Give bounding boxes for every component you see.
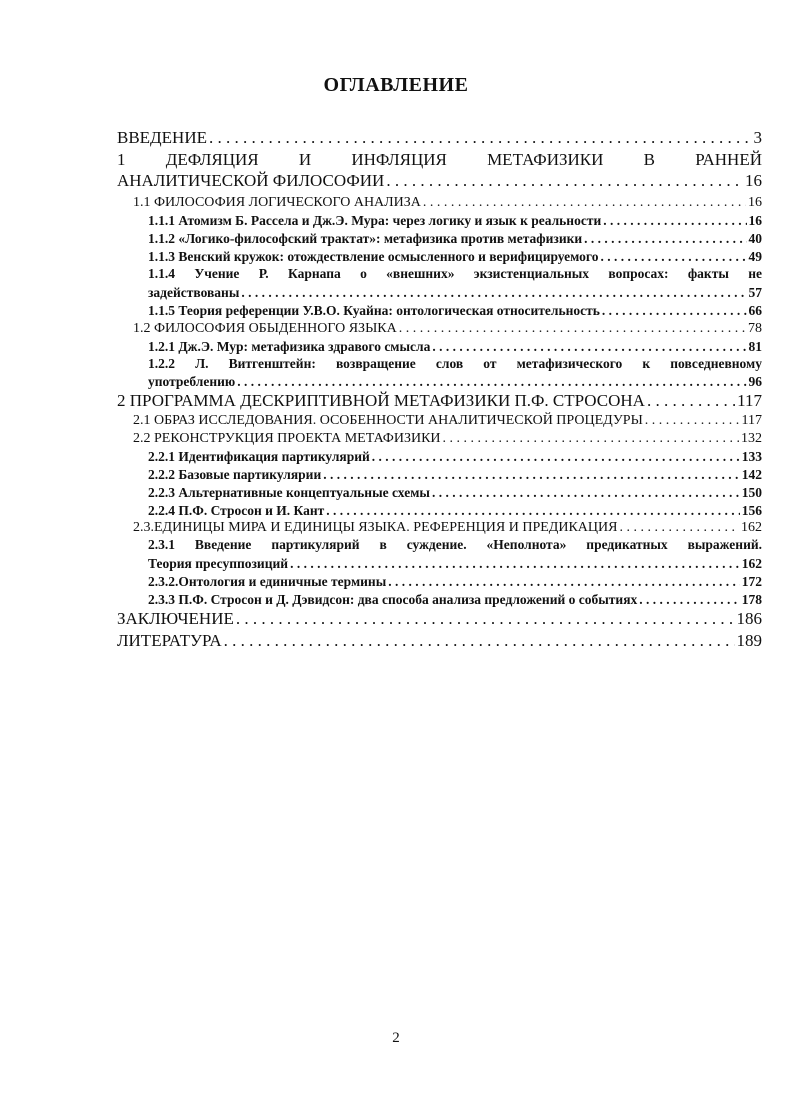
toc-entry-text: 2.2.3 Альтернативные концептуальные схемы xyxy=(148,485,430,500)
toc-entry-2-3-1 xyxy=(148,555,762,572)
toc-entry-text: 2.3.3 П.Ф. Стросон и Д. Дэвидсон: два способа анализа предложений о событиях xyxy=(148,592,638,607)
dot-leader xyxy=(224,631,735,651)
toc-page-number: 133 xyxy=(741,449,762,464)
dot-leader xyxy=(603,213,746,229)
dot-leader xyxy=(399,321,746,337)
toc-entry-text: 1.2.1 Дж.Э. Мур: метафизика здравого смысла xyxy=(148,339,431,354)
toc-entry-text: 1.1.5 Теория референции У.В.О. Куайна: онтологическая относительность xyxy=(148,303,600,318)
page-number: 2 xyxy=(392,1030,400,1046)
toc-page-number: 78 xyxy=(748,321,762,336)
toc-entry-text: 2 ПРОГРАММА ДЕСКРИПТИВНОЙ МЕТАФИЗИКИ П.Ф. СТРОСОНА xyxy=(117,391,645,410)
toc-entry-2-2-1 xyxy=(148,448,762,465)
toc-entry-2-2-2 xyxy=(148,466,762,483)
toc-entry-intro xyxy=(117,128,762,148)
toc-page-number: 156 xyxy=(741,503,762,518)
dot-leader xyxy=(209,128,752,148)
toc-page-number: 172 xyxy=(741,574,762,589)
toc-page-number: 162 xyxy=(741,556,762,571)
toc-page-number: 150 xyxy=(741,485,762,500)
dot-leader xyxy=(372,449,740,465)
dot-leader xyxy=(290,556,740,572)
toc-entry-1-2-1 xyxy=(148,338,762,355)
toc-entry-text: задействованы xyxy=(148,285,240,300)
page-title: ОГЛАВЛЕНИЕ xyxy=(323,74,469,96)
dot-leader xyxy=(423,195,746,211)
toc-entry-literature xyxy=(117,631,762,651)
toc-entry-ch2 xyxy=(117,391,762,411)
toc-entry-2-2 xyxy=(133,430,762,447)
toc-page-number: 96 xyxy=(748,374,762,389)
toc-page-number: 186 xyxy=(736,609,762,628)
toc-entry-text: 1.1 ФИЛОСОФИЯ ЛОГИЧЕСКОГО АНАЛИЗА xyxy=(133,195,421,210)
toc-page-number: 49 xyxy=(748,249,762,264)
toc-page-number: 132 xyxy=(741,431,762,446)
toc-entry-text: 2.1 ОБРАЗ ИССЛЕДОВАНИЯ. ОСОБЕННОСТИ АНАЛИТИЧЕСКОЙ ПРОЦЕДУРЫ xyxy=(133,413,643,428)
dot-leader xyxy=(323,467,740,483)
toc-entry-2-3 xyxy=(133,519,762,536)
toc-entry-1-1 xyxy=(133,194,762,211)
toc-entry-1-1-5 xyxy=(148,302,762,319)
toc-entry-text: Теория пресуппозиций xyxy=(148,556,289,571)
toc-page-number: 162 xyxy=(741,520,762,535)
dot-leader xyxy=(443,431,739,447)
toc-entry-2-3-2 xyxy=(148,573,762,590)
toc-entry-1-1-1 xyxy=(148,212,762,229)
toc-entry-1-1-4 xyxy=(148,284,762,301)
dot-leader xyxy=(237,374,746,390)
toc-entry-text: 2.3.2.Онтология и единичные термины xyxy=(148,574,387,589)
toc-entry-text: АНАЛИТИЧЕСКОЙ ФИЛОСОФИИ xyxy=(117,171,385,190)
toc-page-number: 16 xyxy=(748,213,762,228)
dot-leader xyxy=(432,485,740,501)
toc-entry-text: 1.1.2 «Логико-философский трактат»: метафизика против метафизики xyxy=(148,231,583,246)
dot-leader xyxy=(602,303,747,319)
toc-entry-text: 2.2.2 Базовые партикулярии xyxy=(148,467,322,482)
toc-page-number: 142 xyxy=(741,467,762,482)
toc-entry-text: ЗАКЛЮЧЕНИЕ xyxy=(117,609,234,628)
dot-leader xyxy=(386,171,743,191)
toc-page-number: 189 xyxy=(736,631,762,650)
toc-entry-1-1-4-line1: 1.1.4 Учение Р. Карнапа о «внешних» экзистенциальных вопросах: факты не xyxy=(148,266,762,281)
toc-entry-2-3-1-line1: 2.3.1 Введение партикулярий в суждение. «Неполнота» предикатных выражений. xyxy=(148,537,762,552)
dot-leader xyxy=(432,339,746,355)
toc-entry-text: употреблению xyxy=(148,374,236,389)
toc-page-number: 57 xyxy=(748,285,762,300)
toc-entry-text: 1.1.1 Атомизм Б. Рассела и Дж.Э. Мура: через логику и язык к реальности xyxy=(148,213,602,228)
toc-entry-ch1-line1: 1 ДЕФЛЯЦИЯ И ИНФЛЯЦИЯ МЕТАФИЗИКИ В РАННЕЙ xyxy=(117,150,762,169)
toc-entry-text: 2.2 РЕКОНСТРУКЦИЯ ПРОЕКТА МЕТАФИЗИКИ xyxy=(133,431,441,446)
dot-leader xyxy=(584,231,746,247)
toc-page-number: 66 xyxy=(748,303,762,318)
toc-entry-text: 1.1.3 Венский кружок: отождествление осмысленного и верифицируемого xyxy=(148,249,599,264)
toc-entry-2-1 xyxy=(133,412,762,429)
toc-entry-2-3-3 xyxy=(148,591,762,608)
toc-page-number: 117 xyxy=(741,413,762,428)
toc-page-number: 16 xyxy=(748,195,762,210)
dot-leader xyxy=(619,520,739,536)
dot-leader xyxy=(600,249,746,265)
toc-page-number: 178 xyxy=(741,592,762,607)
toc-page-number: 117 xyxy=(737,391,762,410)
toc-entry-ch1 xyxy=(117,171,762,191)
toc-page-number: 81 xyxy=(748,339,762,354)
toc-entry-conclusion xyxy=(117,609,762,629)
dot-leader xyxy=(236,609,735,629)
dot-leader xyxy=(388,574,740,590)
dot-leader xyxy=(241,285,746,301)
toc-entry-1-2 xyxy=(133,320,762,337)
toc-entry-1-1-2 xyxy=(148,230,762,247)
toc-entry-1-1-3 xyxy=(148,248,762,265)
toc-entry-2-2-4 xyxy=(148,502,762,519)
toc-entry-text: 2.2.4 П.Ф. Стросон и И. Кант xyxy=(148,503,325,518)
toc-page-number: 16 xyxy=(745,171,762,190)
dot-leader xyxy=(645,413,740,429)
toc-entry-text: 2.2.1 Идентификация партикулярий xyxy=(148,449,370,464)
toc-page-number: 3 xyxy=(753,128,762,147)
toc-entry-1-2-2 xyxy=(148,373,762,390)
dot-leader xyxy=(639,592,740,608)
toc-entry-2-2-3 xyxy=(148,484,762,501)
toc-page-number: 40 xyxy=(748,231,762,246)
dot-leader xyxy=(647,391,735,411)
toc-entry-1-2-2-line1: 1.2.2 Л. Витгенштейн: возвращение слов от метафизического к повседневному xyxy=(148,356,762,371)
dot-leader xyxy=(326,503,739,519)
toc-entry-text: 1.2 ФИЛОСОФИЯ ОБЫДЕННОГО ЯЗЫКА xyxy=(133,321,397,336)
toc-entry-text: ВВЕДЕНИЕ xyxy=(117,128,207,147)
toc-entry-text: ЛИТЕРАТУРА xyxy=(117,631,222,650)
toc-entry-text: 2.3.ЕДИНИЦЫ МИРА И ЕДИНИЦЫ ЯЗЫКА. РЕФЕРЕНЦИЯ И ПРЕДИКАЦИЯ xyxy=(133,520,618,535)
